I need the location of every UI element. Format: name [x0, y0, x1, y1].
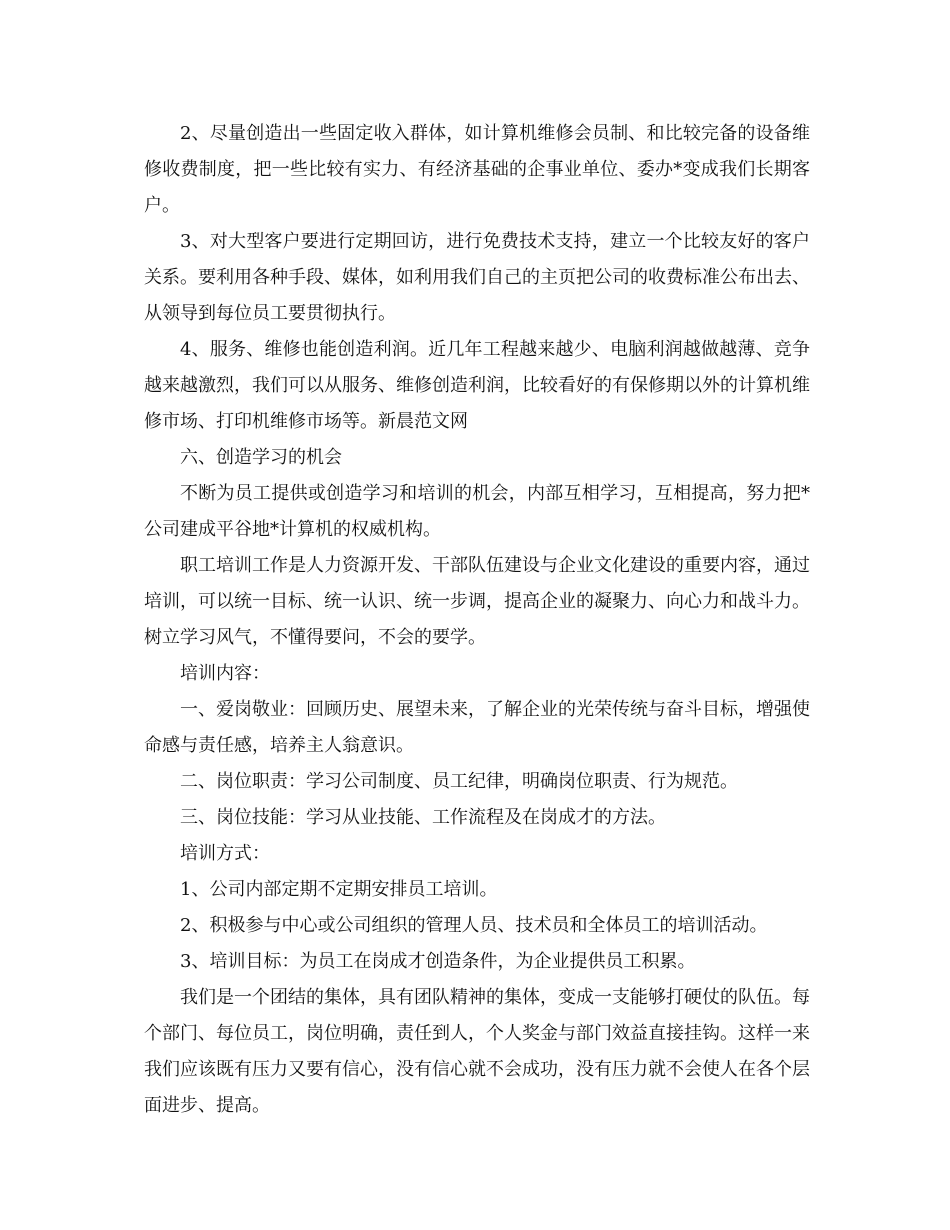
document-page [144, 116, 810, 1124]
paragraph: 2、尽量创造出一些固定收入群体，如计算机维修会员制、和比较完备的设备维修收费制度，把一些比较有实力、有经济基础的企事业单位、委办*变成我们长期客户。 [144, 123, 810, 216]
paragraph: 我们是一个团结的集体，具有团队精神的集体，变成一支能够打硬仗的队伍。每个部门、每位员工，岗位明确，责任到人，个人奖金与部门效益直接挂钩。这样一来我们应该既有压力又要有信心，没有信心就不会成功，没有压力就不会使人在各个层面进步、提高。 [144, 987, 810, 1116]
paragraph: 4、服务、维修也能创造利润。近几年工程越来越少、电脑利润越做越薄、竞争越来越激烈，我们可以从服务、维修创造利润，比较看好的有保修期以外的计算机维修市场、打印机维修市场等。新晨范文网 [144, 339, 810, 432]
list-item: 二、岗位职责：学习公司制度、员工纪律，明确岗位职责、行为规范。 [180, 771, 738, 792]
list-item: 三、岗位技能：学习从业技能、工作流程及在岗成才的方法。 [180, 807, 666, 828]
paragraph: 职工培训工作是人力资源开发、干部队伍建设与企业文化建设的重要内容，通过培训，可以统一目标、统一认识、统一步调，提高企业的凝聚力、向心力和战斗力。树立学习风气，不懂得要问，不会的要学。 [144, 555, 810, 648]
list-item: 3、培训目标：为员工在岗成才创造条件，为企业提供员工积累。 [180, 951, 696, 972]
list-item: 一、爱岗敬业：回顾历史、展望未来，了解企业的光荣传统与奋斗目标，增强使命感与责任感，培养主人翁意识。 [144, 699, 810, 756]
list-item: 2、积极参与中心或公司组织的管理人员、技术员和全体员工的培训活动。 [180, 915, 768, 936]
paragraph: 3、对大型客户要进行定期回访，进行免费技术支持，建立一个比较友好的客户关系。要利用各种手段、媒体，如利用我们自己的主页把公司的收费标准公布出去、从领导到每位员工要贯彻执行。 [144, 231, 810, 324]
subheading: 培训内容： [180, 663, 270, 684]
subheading: 培训方式： [180, 843, 270, 864]
list-item: 1、公司内部定期不定期安排员工培训。 [180, 879, 498, 900]
section-heading: 六、创造学习的机会 [180, 447, 342, 468]
paragraph: 不断为员工提供或创造学习和培训的机会，内部互相学习，互相提高，努力把*公司建成平谷地*计算机的权威机构。 [144, 483, 810, 540]
